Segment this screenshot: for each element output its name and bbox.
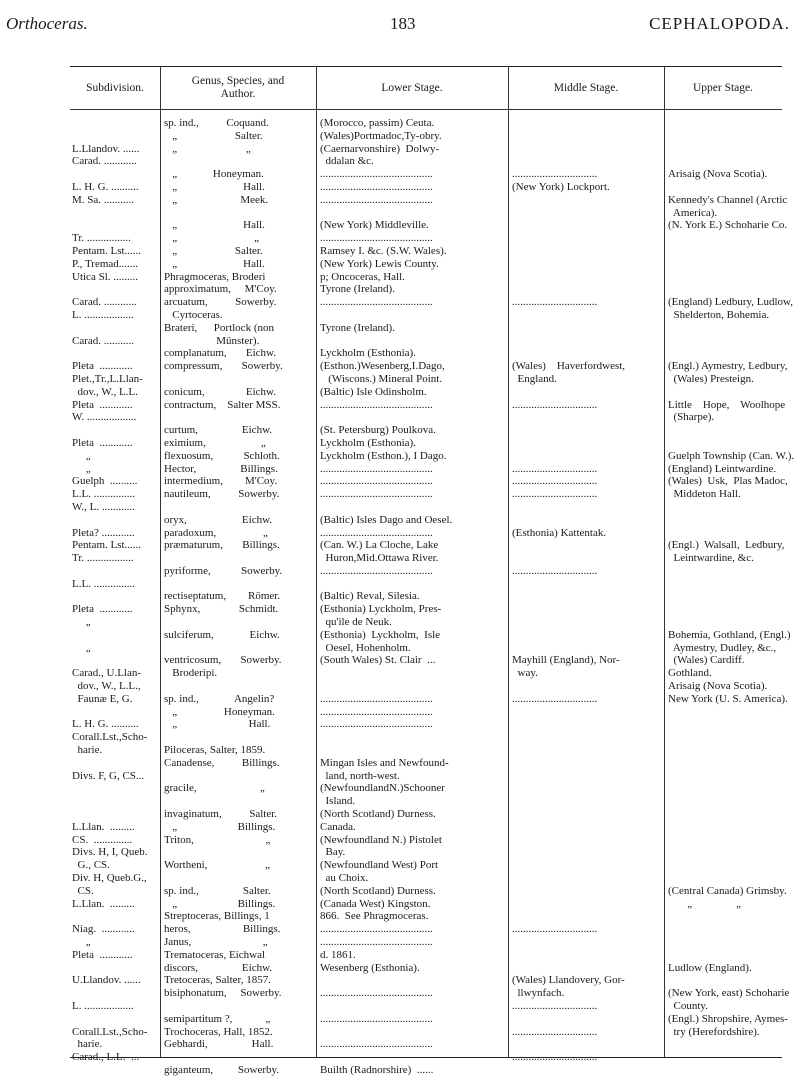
column-header-middle-stage [508, 67, 664, 110]
column-header-label: Middle Stage. [553, 81, 619, 94]
subdivision-column-text: L.Llandov. ...... Carad. ............ L. H. G. .......... M. Sa. ........... Tr. ................ Pentam. Lst...... P., Tremad....... Utica Sl. ......... Carad. ............ L. .................. Carad. ........... Pleta ............ Plet.,Tr.,L.Llan- dov., W., L.L. Pleta ............ W. .................. Pleta ............ „ „ Guelph .......... L.L. ............... W., L. ............ Pleta? ............ Pentam. Lst...... Tr. ................. L.L. ............... Pleta ............ „ „ Carad., U.Llan- dov., W., L.L., Faunæ E, G. L. H. G. .......... Corall.Lst.,Scho- harie. Divs. F, G, CS... L.Llan. ......... CS. .............. Divs. H, I, Queb. G., CS. Div. H, Queb.G., CS. L.Llan. ......... Niag. ............ „ Pleta ............ U.Llandov. ...... L. .................. Corall.Lst.,Scho- harie. Carad., L.L. ... [72, 142, 148, 1064]
header-genus: Orthoceras. [6, 14, 88, 33]
column-header-label: Lower Stage. [381, 81, 443, 94]
page-number: 183 [390, 14, 416, 33]
middle-stage-column-text: ............................... (New York) Lockport. ............................... (Wales) Haverfordwest, England. ............................... ............................... ............................... ............................... (Esthonia) Kattentak. ............................... Mayhill (England), Nor- way. ............................... ............................... (Wales) Llandovery, Gor- llwynfach. ............................... ............................... ............................... [512, 168, 626, 1064]
column-header-lower-stage [316, 67, 508, 110]
lower-stage-column-text: (Morocco, passim) Ceuta. (Wales)Portmadoc,Ty-obry. (Caernarvonshire) Dolwy- ddalan &c. ......................................... ......................................... ......................................... (New York) Middleville. ......................................... Ramsey I. &c. (S.W. Wales). (New York) Lewis County. p; Oncoceras, Hall. Tyrone (Ireland). ......................................... Tyrone (Ireland). Lyckholm (Esthonia). (Esthon.)Wesenberg,I.Dago, (Wiscons.) Mineral Point. (Baltic) Isle Odinsholm. ......................................... (St. Petersburg) Poulkova. Lyckholm (Esthonia). Lyckholm (Esthon.), I Dago. ......................................... ......................................... ......................................... (Baltic) Isles Dago and Oesel. ......................................... (Can. W.) La Cloche, Lake Huron,Mid.Ottawa River. ......................................... (Baltic) Reval, Silesia. (Esthonia) Lyckholm, Pres- qu'ile de Neuk. (Esthonia) Lyckholm, Isle Oesel, Hohenholm. (South Wales) St. Clair ... ......................................... ......................................... ......................................... Mingan Isles and Newfound- land, north-west. (NewfoundlandN.)Schooner Island. (North Scotland) Durness. Canada. (Newfoundland N.) Pistolet Bay. (Newfoundland West) Port au Choix. (North Scotland) Durness. (Canada West) Kingston. 866. See Phragmoceras. ......................................... ......................................... d. 1861. Wesenberg (Esthonia). ......................................... ......................................... ......................................... Builth (Radnorshire) ...... [320, 117, 453, 1076]
upper-stage-column-text: Arisaig (Nova Scotia). Kennedy's Channel (Arctic America). (N. York E.) Schoharie Co. (England) Ledbury, Ludlow, Shelderton, Bohemia. (Engl.) Aymestry, Ledbury, (Wales) Presteign. Little Hope, Woolhope (Sharpe). Guelph Township (Can. W.). (England) Leintwardine. (Wales) Usk, Plas Madoc, Middeton Hall. (Engl.) Walsall, Ledbury, Leintwardine, &c. Bohemia, Gothland, (Engl.) Aymestry, Dudley, &c., (Wales) Cardiff. Gothland. Arisaig (Nova Scotia). New York (U. S. America). (Central Canada) Grimsby. „ „ Ludlow (England). (New York, east) Schoharie County. (Engl.) Shropshire, Aymes- try (Herefordshire). [668, 168, 795, 1038]
column-header-genus [160, 67, 316, 110]
column-header-upper-stage [664, 67, 782, 110]
column-header-label: Subdivision. [86, 81, 144, 94]
column-header-subdivision [70, 67, 160, 110]
header-class: CEPHALOPODA. [649, 14, 790, 33]
column-rule [664, 67, 665, 1057]
column-header-label: Genus, Species, and Author. [191, 75, 285, 100]
column-rule [508, 67, 509, 1057]
column-header-label: Upper Stage. [692, 81, 754, 94]
genus-species-column-text: sp. ind., Coquand. „ Salter. „ „ „ Honeyman. „ Hall. „ Meek. „ Hall. „ „ „ Salter. „ Hall. Phragmoceras, Broderi approximatum, M'Coy. arcuatum, Sowerby. Cyrtoceras. Brateri, Portlock (non Münster). complanatum, Eichw. compressum, Sowerby. conicum, Eichw. contractum, Salter MSS. curtum, Eichw. eximium, „ flexuosum, Schloth. Hector, Billings. intermedium, M'Coy. nautileum, Sowerby. oryx, Eichw. paradoxum, „ præmaturum, Billings. pyriforme, Sowerby. rectiseptatum, Römer. Sphynx, Schmidt. sulciferum, Eichw. ventricosum, Sowerby. Broderipi. sp. ind., Angelin? „ Honeyman. „ Hall. Piloceras, Salter, 1859. Canadense, Billings. gracile, „ invaginatum, Salter. „ Billings. Triton, „ Wortheni, „ sp. ind., Salter. „ Billings. Streptoceras, Billings, 1 heros, Billings. Janus, „ Trematoceras, Eichwal discors, Eichw. Tretoceras, Salter, 1857. bisiphonatum, Sowerby. semipartitum ?, „ Trochoceras, Hall, 1852. Gebhardi, Hall. giganteum, Sowerby. [164, 117, 283, 1076]
column-rule [160, 67, 161, 1057]
column-rule [316, 67, 317, 1057]
running-header [0, 0, 800, 40]
species-table [70, 66, 795, 1076]
